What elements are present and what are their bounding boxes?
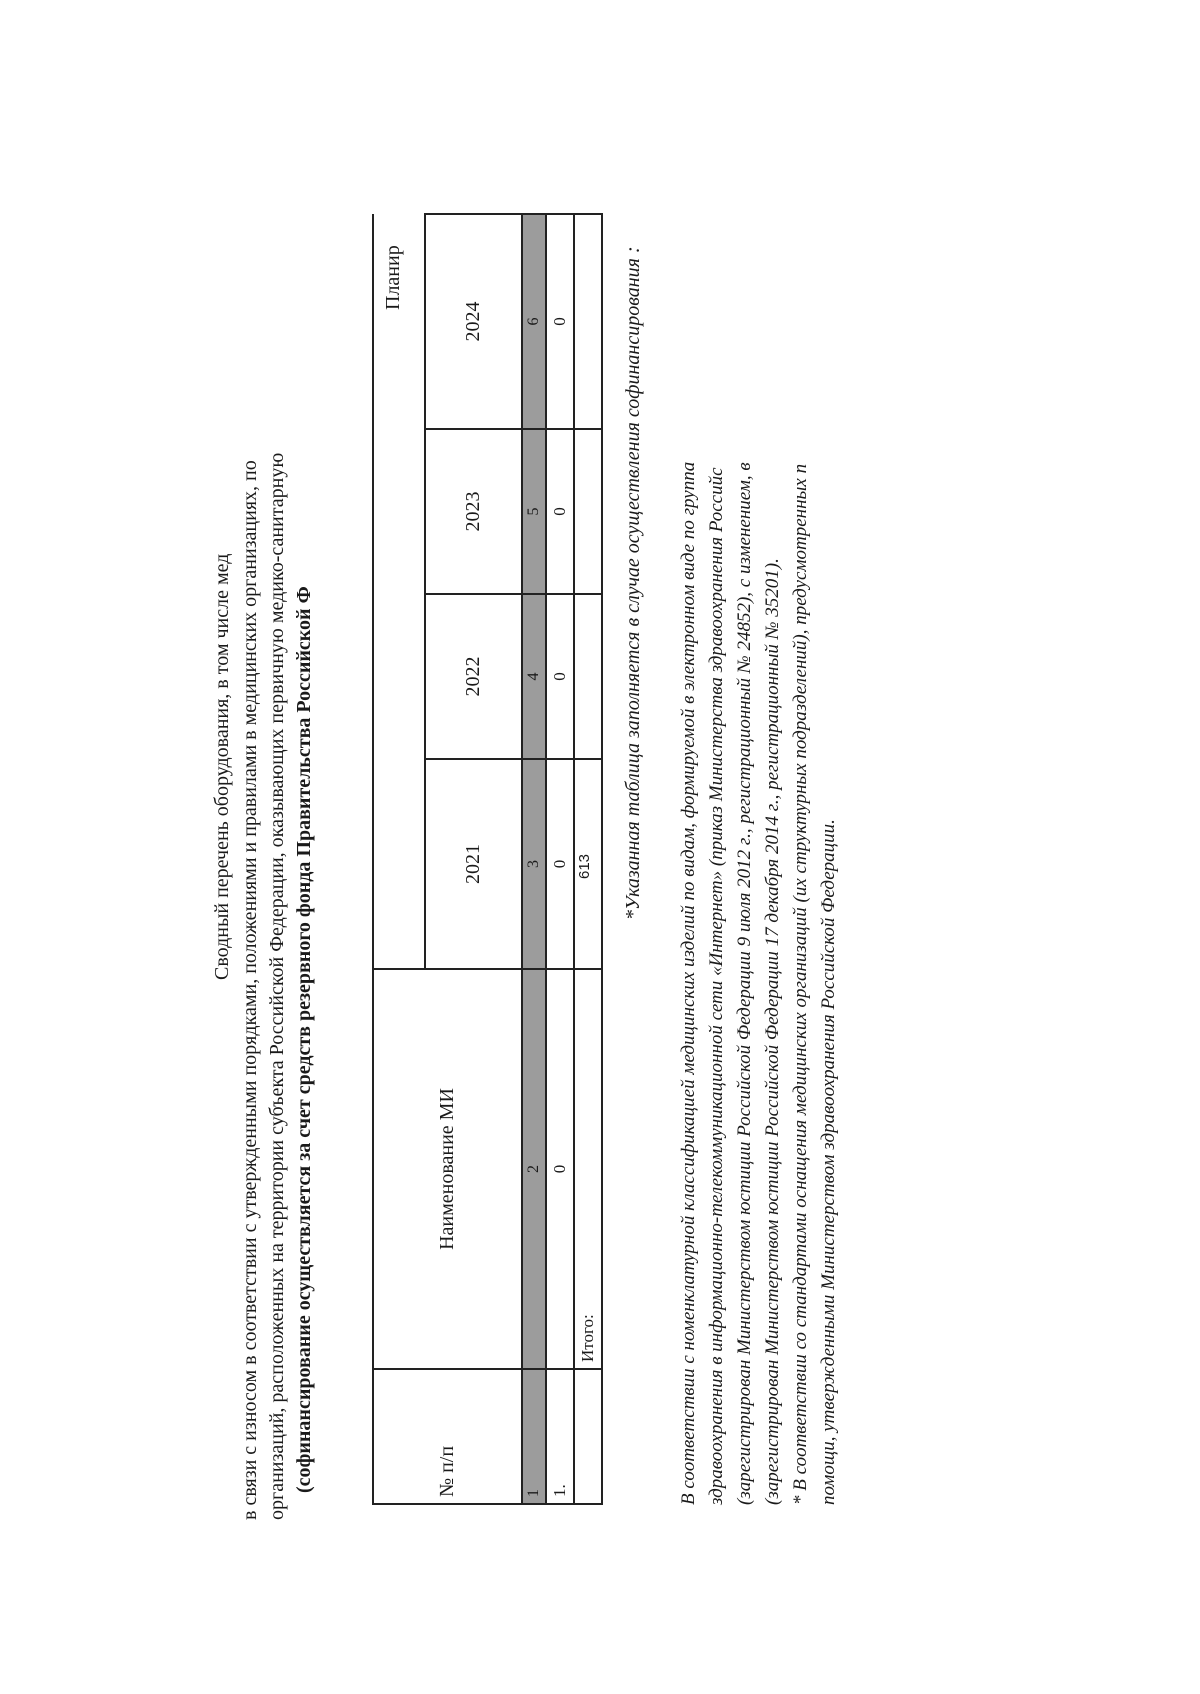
heading-line-4: (софинансирование осуществляется за счет средств резервного фонда Правительства Российской Ф	[293, 586, 315, 1493]
planned-label: Планир	[382, 245, 404, 310]
column-number: 3	[522, 759, 546, 969]
column-number: 4	[522, 594, 546, 759]
row-value: 0	[546, 429, 574, 594]
total-label: Итого:	[574, 969, 602, 1369]
total-empty-cell	[574, 1369, 602, 1504]
rotated-document	[200, 230, 860, 1520]
total-cell	[574, 429, 602, 594]
row-value: 0	[546, 594, 574, 759]
row-value: 0	[546, 214, 574, 429]
footnote	[675, 215, 843, 1505]
heading-line-1: Сводный перечень оборудования, в том числе мед	[211, 553, 233, 980]
footnote-line-4: (зарегистрирован Министерством юстиции Российской Федерации 17 декабря 2014 г., регистрационный № 35201).	[762, 558, 783, 1505]
page-number: 613	[576, 853, 594, 880]
header-year-2023: 2023	[425, 429, 522, 594]
column-number: 6	[522, 214, 546, 429]
header-planned	[373, 214, 425, 969]
header-year-2022: 2022	[425, 594, 522, 759]
column-number: 5	[522, 429, 546, 594]
header-number: № п/п	[373, 1369, 522, 1504]
footnote-line-1: В соответствии с номенклатурной классификацией медицинских изделий по видам, формируемой в электронном виде по группа	[678, 461, 699, 1505]
equipment-table	[372, 213, 603, 1505]
footnote-line-3: (зарегистрирован Министерством юстиции Российской Федерации 9 июля 2012 г., регистрационный № 24852), с изменением, в	[734, 462, 755, 1505]
footnote-line-2: здравоохранения в информационно-телекоммуникационной сети «Интернет» (приказ Министерства здравоохранения Российс	[706, 467, 727, 1505]
table-row	[546, 214, 574, 1504]
row-name: 0	[546, 969, 574, 1369]
header-year-2021: 2021	[425, 759, 522, 969]
column-number: 2	[522, 969, 546, 1369]
document-heading	[200, 230, 315, 1520]
total-cell	[574, 594, 602, 759]
header-year-2024: 2024	[425, 214, 522, 429]
heading-line-2: в связи с износом в соответствии с утвержденными порядками, положениями и правилами в медицинских организациях, по	[239, 460, 261, 1520]
total-cell	[574, 214, 602, 429]
row-number: 1.	[546, 1369, 574, 1504]
footnote-line-6: помощи, утвержденными Министерством здравоохранения Российской Федерации.	[818, 819, 839, 1505]
header-name: Наименование МИ	[373, 969, 522, 1369]
heading-line-3: организаций, расположенных на территории субъекта Российской Федерации, оказывающих первичную медико-санитарную	[266, 452, 288, 1520]
footnote-line-5: * В соответствии со стандартами оснащения медицинских организаций (их структурных подразделений), предусмотренных п	[790, 463, 811, 1505]
row-value: 0	[546, 759, 574, 969]
column-number-row	[522, 214, 546, 1504]
table-note: *Указанная таблица заполняется в случае осуществления софинансирования :	[622, 246, 644, 920]
table-header-row-1	[373, 214, 425, 1504]
column-number: 1	[522, 1369, 546, 1504]
